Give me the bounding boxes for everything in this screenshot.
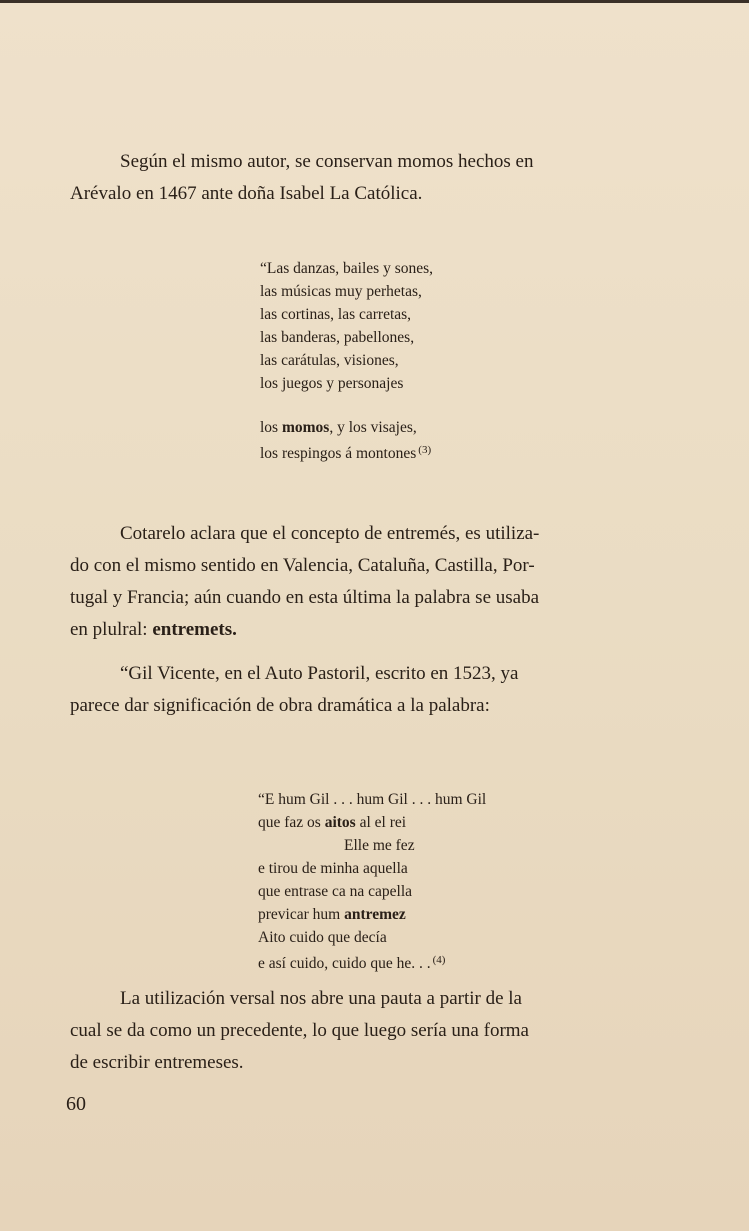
intro-paragraph [70, 146, 674, 210]
verse1-line-8 [260, 439, 433, 465]
verse2-line-4: e tirou de minha aquella [258, 860, 408, 877]
verse2-line-2-post: al el rei [355, 814, 407, 831]
verse1-bold-momos: momos [281, 419, 330, 436]
verse2-line-2 [258, 811, 486, 834]
verse2-line-3: Elle me fez [344, 837, 415, 854]
footnote-ref-3: (3) [418, 444, 432, 456]
footnote-ref-4: (4) [432, 954, 446, 966]
verse2-bold-antremez: antremez [344, 906, 406, 923]
verse1-line-5: las carátulas, visiones, [260, 352, 399, 369]
cotarelo-line-4-pre: en plulral: [70, 619, 153, 640]
verse2-line-2-pre: que faz os [258, 814, 325, 831]
verse2-line-8 [258, 949, 486, 975]
verse1-line-6: los juegos y personajes [260, 375, 404, 392]
verse2-line-7: Aito cuido que decía [258, 929, 387, 946]
cotarelo-line-2: do con el mismo sentido en Valencia, Cataluña, Castilla, Por- [70, 555, 535, 576]
verse1-line-7 [260, 416, 433, 439]
verse2-line-1: “E hum Gil . . . hum Gil . . . hum Gil [258, 791, 487, 808]
verse2-line-8-text: e así cuido, cuido que he. . . [258, 955, 431, 972]
page-number: 60 [66, 1093, 86, 1115]
cotarelo-paragraph [70, 518, 674, 646]
intro-line-1: Según el mismo autor, se conservan momos hechos en [120, 151, 534, 172]
verse2-line-6-pre: previcar hum [258, 906, 345, 923]
verse2-line-5: que entrase ca na capella [258, 883, 413, 900]
intro-line-2: Arévalo en 1467 ante doña Isabel La Católica. [70, 183, 423, 204]
cotarelo-bold-entremets: entremets. [152, 619, 237, 640]
cotarelo-line-1: Cotarelo aclara que el concepto de entremés, es utiliza- [120, 523, 540, 544]
gil-vicente-paragraph [70, 658, 674, 722]
verse2-bold-aitos: aitos [324, 814, 356, 831]
verse1-line-4: las banderas, pabellones, [260, 329, 415, 346]
gil-line-1: “Gil Vicente, en el Auto Pastoril, escrito en 1523, ya [120, 663, 519, 684]
verse-quote-1 [260, 257, 433, 465]
verse1-line-8-text: los respingos á montones [260, 445, 417, 462]
cotarelo-line-4 [70, 614, 674, 646]
verse1-line-3: las cortinas, las carretas, [260, 306, 412, 323]
top-rule [0, 0, 749, 3]
cotarelo-line-3: tugal y Francia; aún cuando en esta última la palabra se usaba [70, 587, 540, 608]
closing-paragraph [70, 983, 674, 1079]
verse1-line-1: “Las danzas, bailes y sones, [260, 260, 434, 277]
verse-quote-2 [258, 788, 486, 975]
verse1-line-2: las músicas muy perhetas, [260, 283, 422, 300]
closing-line-3: de escribir entremeses. [70, 1052, 244, 1073]
verse1-line-7-post: , y los visajes, [329, 419, 417, 436]
closing-line-2: cual se da como un precedente, lo que luego sería una forma [70, 1020, 529, 1041]
verse1-line-7-pre: los [260, 419, 282, 436]
verse2-line-6 [258, 903, 486, 926]
closing-line-1: La utilización versal nos abre una pauta a partir de la [120, 988, 522, 1009]
gil-line-2: parece dar significación de obra dramática a la palabra: [70, 695, 490, 716]
